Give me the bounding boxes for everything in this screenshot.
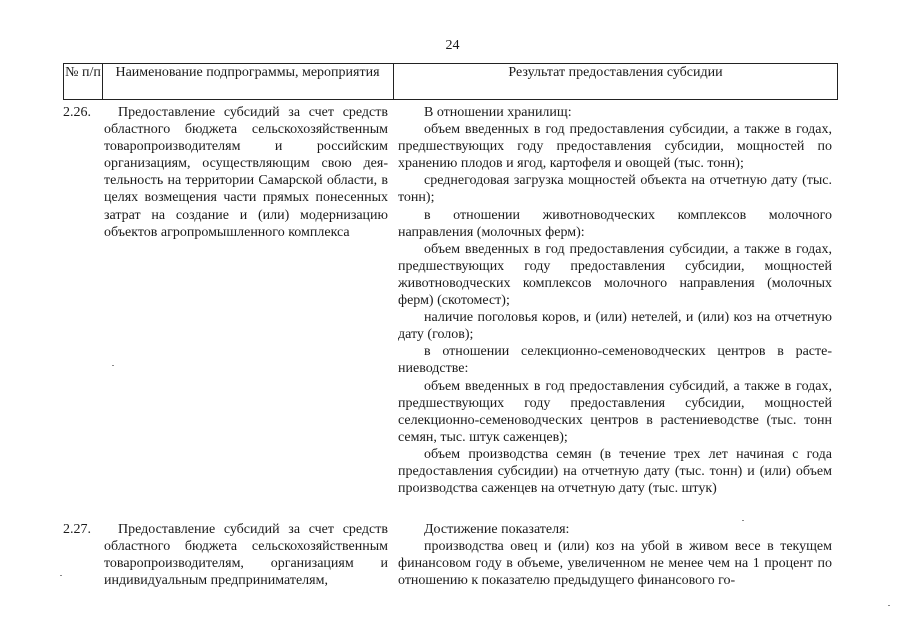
result-paragraph: в отношении селекционно-семеноводческих центров в растениеводстве:: [398, 344, 832, 377]
result-paragraph: объем производства семян (в течение трех лет начиная с года предоставления субсидии) на отчетную дату (тыс. тонн) и (или) объем производства саженцев на отчетную дату (тыс. штук): [398, 446, 832, 497]
scan-speck: [112, 365, 114, 366]
page-number: 24: [445, 38, 460, 53]
result-paragraph: производства овец и (или) коз на убой в живом весе в текущем финансовом году в объеме, увеличенном не менее чем на 1 процент по отношению к показателю предыдущего финансового го-: [398, 539, 832, 589]
result-paragraph: объем введенных в год предоставления субсидий, а также в годах, предшествующих году предоставления субсидии, мощностей селекционно-семеноводческих центров в растениеводстве (тыс. тонн семян, тыс. штук саженцев);: [398, 378, 832, 445]
row-number: 2.26.: [63, 105, 91, 120]
table-header: [63, 63, 838, 100]
row-result: [398, 521, 832, 589]
header-number-column: № п/п: [64, 64, 103, 99]
row-result: [398, 104, 832, 497]
row-measure-name: Предоставление субсидий за счет средств областного бюджета сельскохозяйственным товаропроизводителям, организациям и индивидуальным предпринимателям,: [104, 522, 388, 589]
result-paragraph: Достижение показателя:: [424, 522, 570, 537]
result-paragraph: наличие поголовья коров, и (или) нетелей, и (или) коз на отчетную дату (голов);: [398, 310, 832, 343]
result-paragraph: в отношении животноводческих комплексов молочного направления (молочных ферм):: [398, 207, 832, 240]
row-measure-name: Предоставление субсидий за счет средств областного бюджета сельскохозяйственным товаропроизводителям и российским организациям, осуществляющим свою деятельность на территории Самарской области, в целях возмещения части прямых понесенных затрат на создание и (или) модернизацию объектов агропромышленного комплекса: [104, 105, 388, 240]
result-paragraph: объем введенных в год предоставления субсидии, а также в годах, предшествующих году предоставления субсидии, мощностей по хранению плодов и ягод, картофеля и овощей (тыс. тонн);: [398, 122, 832, 172]
scan-speck: [60, 575, 62, 576]
scan-speck: [888, 605, 890, 606]
result-paragraph: объем введенных в год предоставления субсидии, а также в годах, предшествующих году предоставления субсидии, мощностей животноводческих комплексов молочного направления (молочных ферм) (скотомест);: [398, 241, 832, 309]
row-number: 2.27.: [63, 522, 91, 537]
scan-speck: [742, 520, 744, 521]
result-paragraph: В отношении хранилищ:: [424, 105, 572, 120]
result-paragraph: среднегодовая загрузка мощностей объекта на отчетную дату (тыс. тонн);: [398, 173, 832, 206]
header-result-column: Результат предоставления субсидии: [508, 65, 723, 80]
header-name-column: Наименование подпрограммы, мероприятия: [102, 64, 394, 99]
